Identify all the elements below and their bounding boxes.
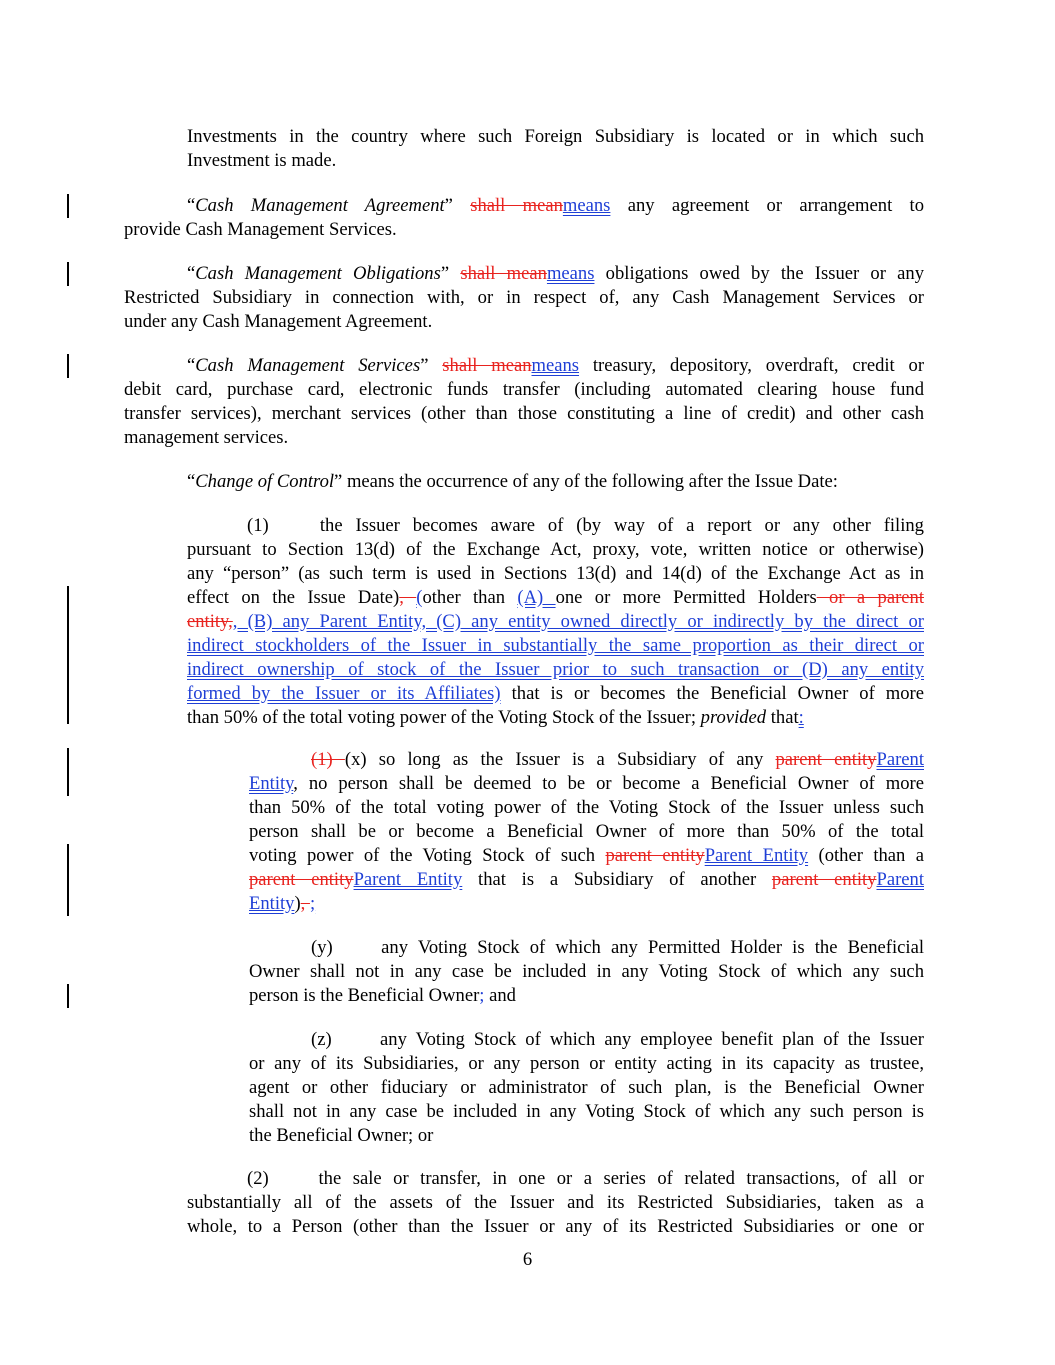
text-line: substantially all of the assets of the Issuer and its Restricted Subsidiaries, taken as a bbox=[187, 1192, 924, 1213]
text-line: transfer services), merchant services (other than those constituting a line of credit) and other cash bbox=[124, 403, 924, 424]
deletion: parent entity bbox=[775, 749, 877, 770]
insertion: , (B) any Parent Entity, (C) any entity owned directly or indirectly by the direct or bbox=[232, 611, 924, 632]
insertion: Parent bbox=[876, 869, 924, 890]
text-line: whole, to a Person (other than the Issuer or any of its Restricted Subsidiaries or one or bbox=[187, 1216, 924, 1237]
text-line: any “person” (as such term is used in Sections 13(d) and 14(d) of the Exchange Act as in bbox=[187, 563, 924, 584]
text-line: than 50% of the total voting power of the Voting Stock of the Issuer; provided that: bbox=[187, 707, 804, 728]
text-line bbox=[187, 610, 924, 634]
insertion: ( bbox=[416, 587, 423, 608]
deletion: parent entity bbox=[249, 869, 354, 890]
clause-number: (1) bbox=[247, 515, 269, 536]
text-line: person shall be or become a Beneficial Owner of more than 50% of the total bbox=[249, 821, 924, 842]
text-line bbox=[187, 658, 924, 682]
deletion: (1) bbox=[311, 749, 345, 770]
text-line: Investment is made. bbox=[187, 150, 337, 171]
insertion: Entity bbox=[249, 773, 294, 794]
deletion: parent entity bbox=[771, 869, 877, 890]
insertion: means bbox=[562, 195, 611, 216]
text-line: “Change of Control” means the occurrence of any of the following after the Issue Date: bbox=[187, 471, 838, 492]
text-line: parent entityParent Entity that is a Subsidiary of another parent entityParent bbox=[249, 869, 924, 890]
text-line: “Cash Management Services” shall meanmeans treasury, depository, overdraft, credit or bbox=[187, 355, 925, 376]
text-line: Owner shall not in any case be included in any Voting Stock of which any such bbox=[249, 961, 924, 982]
insertion: indirect ownership of stock of the Issuer prior to such transaction or (D) any entity bbox=[187, 659, 924, 680]
insertion: Parent Entity bbox=[704, 845, 809, 866]
subclause-y bbox=[249, 936, 924, 1008]
text-line: (1) (x) so long as the Issuer is a Subsidiary of any parent entityParent bbox=[311, 749, 924, 770]
subclause-z bbox=[249, 1028, 924, 1148]
defined-term: Cash Management Services bbox=[195, 355, 421, 376]
text-line: debit card, purchase card, electronic funds transfer (including automated clearing house fund bbox=[124, 379, 924, 400]
deletion: parent entity bbox=[605, 845, 705, 866]
defined-term: Cash Management Obligations bbox=[195, 263, 441, 284]
insertion: Entity bbox=[249, 893, 295, 914]
text-line: shall not in any case be included in any Voting Stock of which any such person is bbox=[249, 1101, 924, 1122]
text-line: person is the Beneficial Owner; and bbox=[249, 985, 516, 1006]
text-line: (y) any Voting Stock of which any Permitted Holder is the Beneficial bbox=[249, 936, 924, 960]
change-bar bbox=[67, 262, 69, 286]
text-line: management services. bbox=[124, 427, 289, 448]
text-line: Entity), ; bbox=[249, 893, 316, 914]
paragraph-investments bbox=[187, 125, 924, 173]
text-line: (z) any Voting Stock of which any employee benefit plan of the Issuer bbox=[249, 1028, 924, 1052]
text-line: Investments in the country where such Foreign Subsidiary is located or in which such bbox=[187, 126, 924, 147]
insertion: Parent Entity bbox=[353, 869, 463, 890]
deletion: , bbox=[399, 587, 417, 608]
definition-cash-management-services bbox=[124, 354, 924, 450]
change-bar bbox=[67, 194, 69, 218]
text-line: formed by the Issuer or its Affiliates) that is or becomes the Beneficial Owner of more bbox=[187, 683, 924, 704]
text-line: or any of its Subsidiaries, or any person or entity acting in its capacity as trustee, bbox=[249, 1053, 924, 1074]
text-line: pursuant to Section 13(d) of the Exchange Act, proxy, vote, written notice or otherwise) bbox=[187, 539, 924, 560]
text-line: effect on the Issue Date), (other than (A) one or more Permitted Holders or a parent bbox=[187, 587, 924, 608]
subclause-x bbox=[249, 748, 924, 916]
text-line: agent or other fiduciary or administrator of such plan, is the Beneficial Owner bbox=[249, 1077, 924, 1098]
insertion: Parent bbox=[876, 749, 924, 770]
deletion: shall mean bbox=[470, 195, 563, 216]
insertion: means bbox=[531, 355, 580, 376]
change-bar bbox=[67, 748, 69, 796]
page-number: 6 bbox=[522, 1249, 533, 1270]
insertion: means bbox=[546, 263, 595, 284]
text-line: (1) the Issuer becomes aware of (by way of a report or any other filing bbox=[187, 514, 924, 538]
definition-cash-management-obligations bbox=[124, 262, 924, 334]
clause-number: (y) bbox=[311, 937, 333, 958]
text-line: the Beneficial Owner; or bbox=[249, 1125, 434, 1146]
insertion: formed by the Issuer or its Affiliates) bbox=[187, 683, 501, 704]
deletion: shall mean bbox=[442, 355, 532, 376]
text-line: “Cash Management Obligations” shall meanmeans obligations owed by the Issuer or any bbox=[187, 263, 924, 284]
text-line: under any Cash Management Agreement. bbox=[124, 311, 433, 332]
clause-number: (z) bbox=[311, 1029, 332, 1050]
insertion: ; bbox=[309, 893, 316, 914]
deletion: or a parent bbox=[816, 587, 924, 608]
definition-change-of-control bbox=[187, 470, 924, 494]
text-line: Restricted Subsidiary in connection with, or in respect of, any Cash Management Services or bbox=[124, 287, 924, 308]
change-bar bbox=[67, 586, 69, 724]
text-line bbox=[187, 634, 924, 658]
deletion: shall mean bbox=[460, 263, 547, 284]
text-line: than 50% of the total voting power of the Voting Stock of the Issuer unless such bbox=[249, 797, 924, 818]
insertion: (A) bbox=[517, 587, 556, 608]
deletion: , bbox=[300, 893, 310, 914]
text-line: voting power of the Voting Stock of such parent entityParent Entity (other than a bbox=[249, 845, 925, 866]
change-bar bbox=[67, 984, 69, 1008]
insertion: ; bbox=[479, 985, 485, 1006]
text-line: Entity, no person shall be deemed to be or become a Beneficial Owner of more bbox=[249, 773, 924, 794]
clause-number: (2) bbox=[247, 1168, 269, 1189]
defined-term: Change of Control bbox=[195, 471, 335, 492]
insertion: indirect stockholders of the Issuer in substantially the same proportion as their direct or bbox=[187, 635, 924, 656]
insertion: : bbox=[798, 707, 804, 728]
change-bar bbox=[67, 844, 69, 916]
deletion: entity, bbox=[187, 611, 233, 632]
clause-2 bbox=[187, 1167, 924, 1239]
text-line: provide Cash Management Services. bbox=[124, 219, 397, 240]
text-line: “Cash Management Agreement” shall meanmeans any agreement or arrangement to bbox=[187, 195, 924, 216]
defined-term: Cash Management Agreement bbox=[195, 195, 445, 216]
clause-1 bbox=[187, 514, 924, 730]
clause-number: (x) bbox=[344, 749, 367, 770]
text-line: (2) the sale or transfer, in one or a series of related transactions, of all or bbox=[187, 1167, 924, 1191]
change-bar bbox=[67, 354, 69, 378]
definition-cash-management-agreement bbox=[124, 194, 924, 242]
